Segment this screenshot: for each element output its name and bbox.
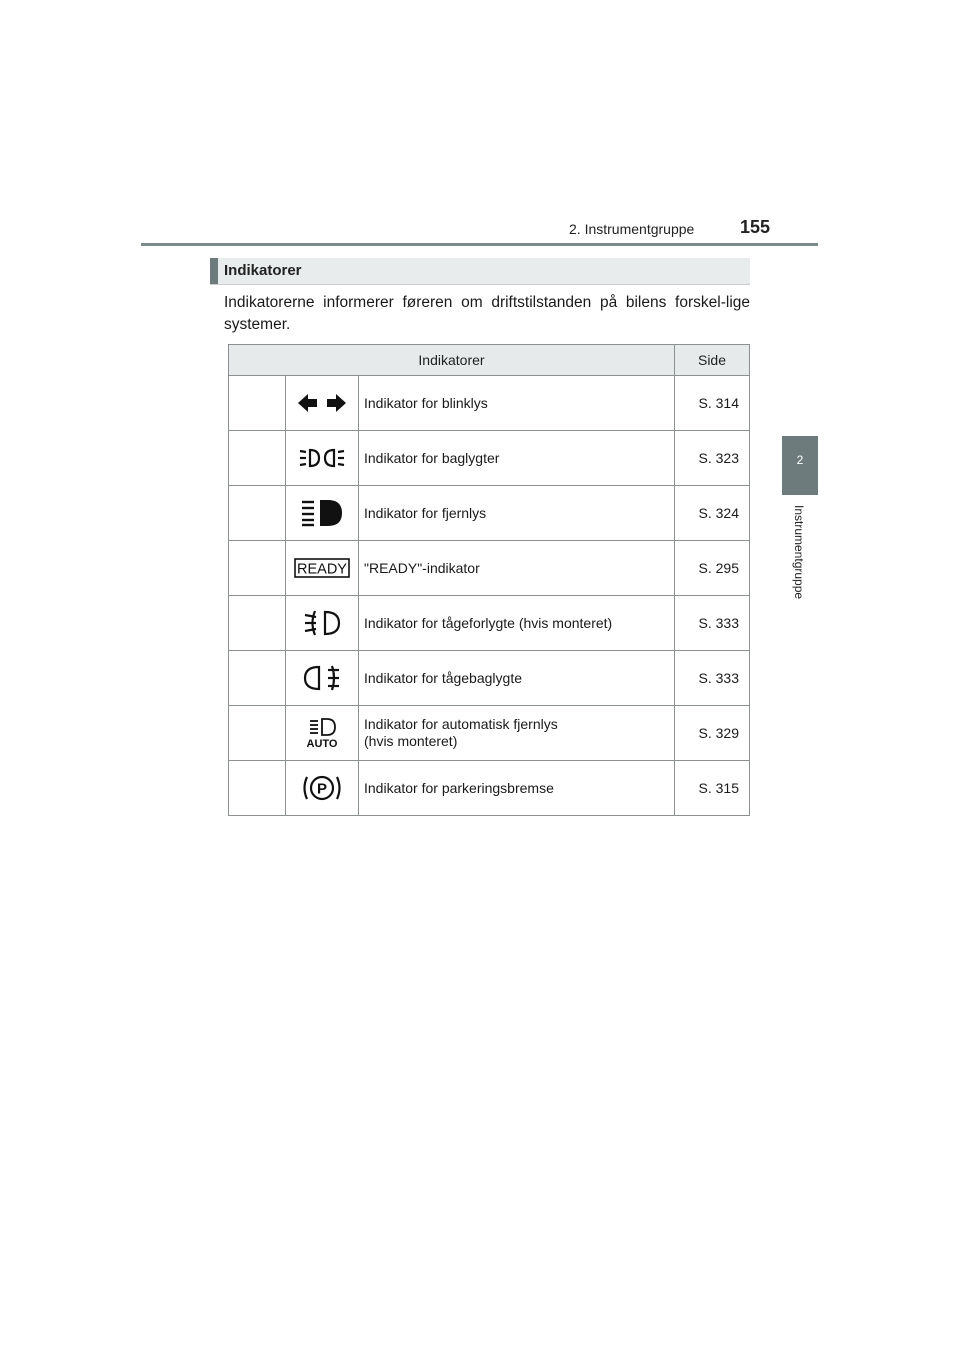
indicator-page-ref: S. 333	[675, 596, 750, 651]
table-row	[229, 596, 750, 651]
section-intro: Indikatorerne informerer føreren om driftstilstanden på bilens forskel-lige systemer.	[224, 294, 750, 333]
auto-icon-text: AUTO	[306, 738, 338, 748]
table-row	[229, 376, 750, 431]
front-fog-light-icon	[302, 609, 342, 637]
header-page: Side	[675, 345, 750, 376]
indicator-label: "READY"-indikator	[359, 541, 675, 596]
table-header-row	[229, 345, 750, 376]
table-row	[229, 706, 750, 761]
section-heading	[210, 258, 750, 285]
chapter-header: 2. Instrumentgruppe	[569, 221, 695, 237]
indicator-page-ref: S. 315	[675, 761, 750, 816]
table-row	[229, 761, 750, 816]
indicator-page-ref: S. 295	[675, 541, 750, 596]
indicator-page-ref: S. 329	[675, 706, 750, 761]
chapter-tab	[782, 436, 818, 495]
section-heading-bar	[210, 258, 218, 284]
indicator-page-ref: S. 333	[675, 651, 750, 706]
header-indicator: Indikatorer	[229, 345, 675, 376]
indicator-label: Indikator for blinklys	[359, 376, 675, 431]
auto-high-beam-icon	[302, 718, 342, 748]
table-row	[229, 431, 750, 486]
table-row	[229, 651, 750, 706]
indicator-label: Indikator for fjernlys	[359, 486, 675, 541]
high-beam-icon	[300, 499, 344, 527]
section-title: Indikatorer	[224, 262, 302, 279]
parking-brake-icon	[300, 772, 344, 804]
indicator-label: Indikator for tågebaglygte	[359, 651, 675, 706]
indicator-page-ref: S. 323	[675, 431, 750, 486]
ready-icon	[294, 557, 350, 579]
indicator-label: Indikator for baglygter	[359, 431, 675, 486]
rear-fog-light-icon	[302, 664, 342, 692]
tail-light-icon	[298, 446, 346, 470]
parking-icon-text: P	[316, 780, 328, 798]
page-number: 155	[740, 217, 771, 237]
indicator-table	[228, 344, 750, 816]
table-row	[229, 541, 750, 596]
indicator-page-ref: S. 314	[675, 376, 750, 431]
indicator-label: Indikator for automatisk fjernlys (hvis monteret)	[359, 706, 675, 761]
table-row	[229, 486, 750, 541]
indicator-label: Indikator for parkeringsbremse	[359, 761, 675, 816]
header-rule	[141, 243, 818, 246]
indicator-label: Indikator for tågeforlygte (hvis monteret)	[359, 596, 675, 651]
chapter-tab-number: 2	[796, 453, 804, 467]
chapter-tab-label: Instrumentgruppe	[792, 505, 806, 600]
ready-icon-text: READY	[297, 561, 347, 578]
indicator-page-ref: S. 324	[675, 486, 750, 541]
turn-signal-icon	[297, 392, 347, 414]
